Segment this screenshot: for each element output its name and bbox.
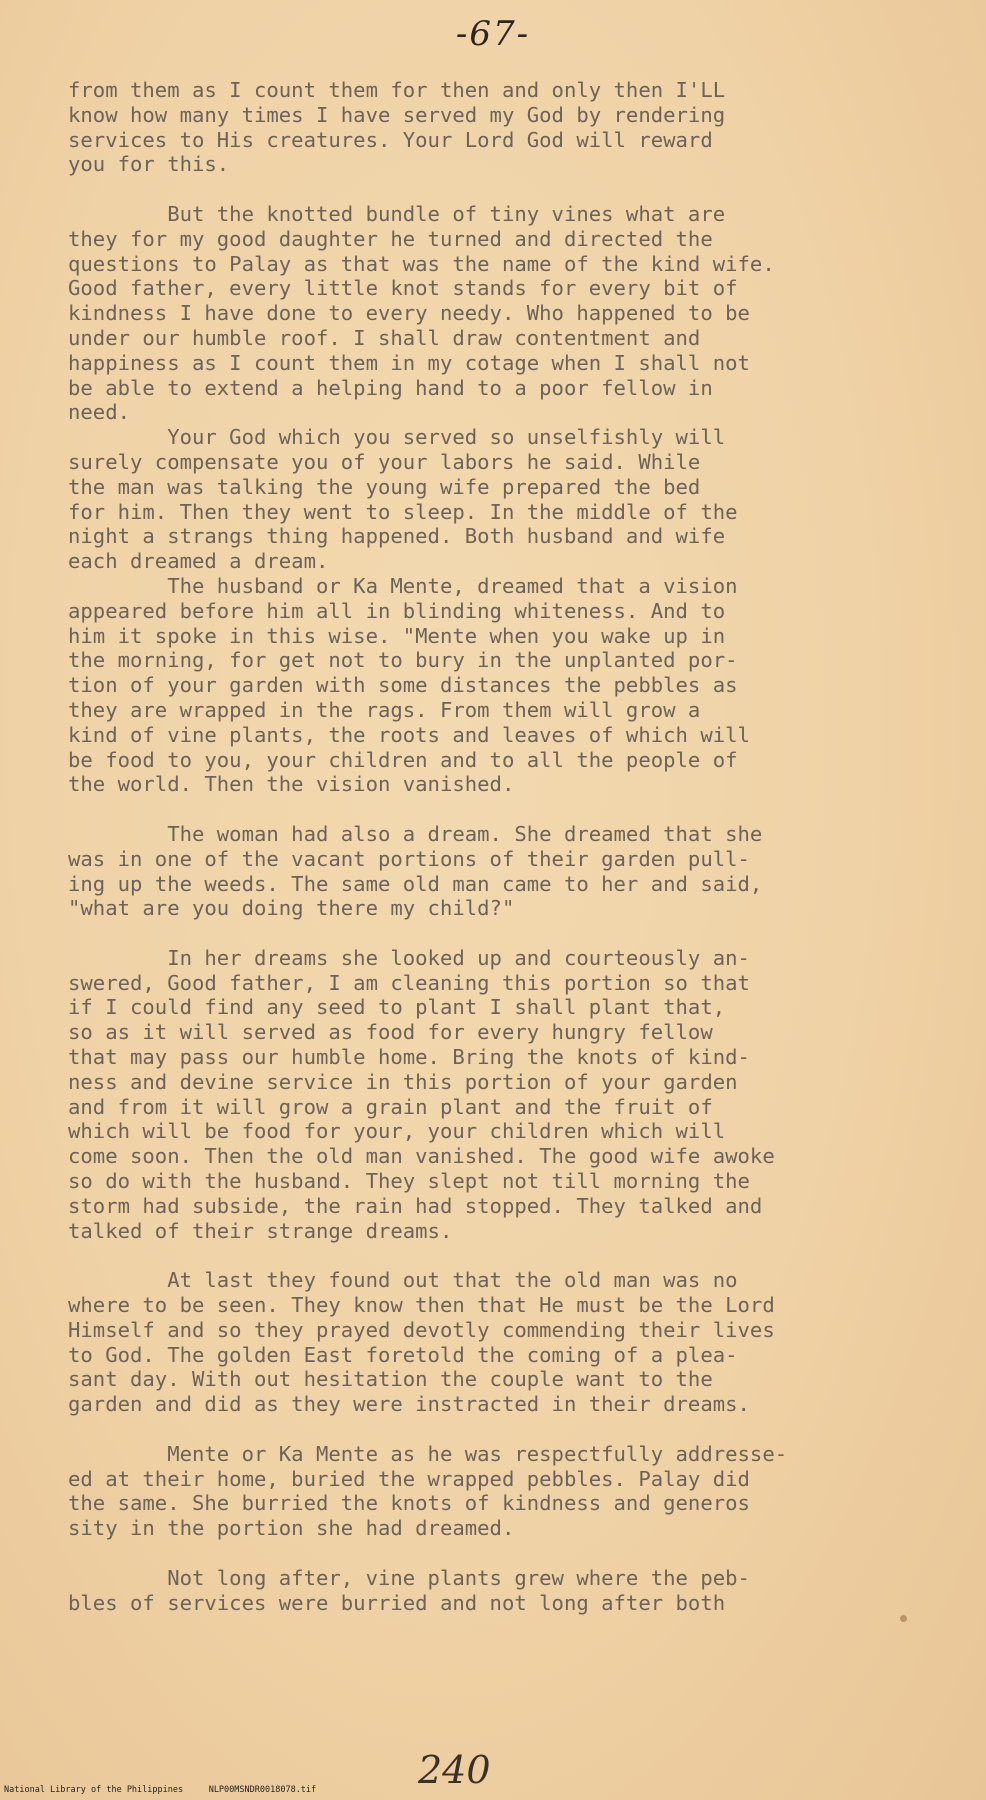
text-line: was in one of the vacant portions of their garden pull- [68,846,750,871]
page-number: -67- [455,14,531,54]
text-line: "what are you doing there my child?" [68,896,515,921]
text-line: from them as I count them for then and only then I'LL [68,78,726,102]
paragraph [68,1442,948,1541]
text-line: kindness I have done to every needy. Who happened to be [68,301,750,326]
handwritten-page-count: 240 [418,1748,491,1792]
text-line: The husband or Ka Mente, dreamed that a vision [68,573,738,598]
text-line: talked of their strange dreams. [68,1218,453,1243]
text-line: At last they found out that the old man was no [68,1268,738,1293]
text-line: him it spoke in this wise. "Mente when you wake up in [68,623,726,648]
ink-spot [900,1615,907,1622]
text-line: they for my good daughter he turned and directed the [68,226,713,251]
text-line: be food to you, your children and to all the people of [68,747,738,772]
text-line: The woman had also a dream. She dreamed that she [68,821,763,846]
typescript-body [68,78,948,1615]
text-line: ness and devine service in this portion of your garden [68,1069,738,1094]
text-line: be able to extend a helping hand to a poor fellow in [68,375,713,400]
text-line: surely compensate you of your labors he said. While [68,449,701,474]
text-line: garden and did as they were instracted in their dreams. [68,1392,750,1417]
text-line: the same. She burried the knots of kindness and generos [68,1491,750,1516]
text-line: you for this. [68,152,230,177]
text-line: sity in the portion she had dreamed. [68,1516,515,1541]
text-line: Himself and so they prayed devotly commending their lives [68,1317,775,1342]
text-line: and from it will grow a grain plant and the fruit of [68,1094,713,1119]
text-line: so do with the husband. They slept not till morning the [68,1169,750,1194]
text-line: so as it will served as food for every hungry fellow [68,1020,713,1045]
text-line: Good father, every little knot stands for every bit of [68,276,738,301]
text-line: under our humble roof. I shall draw contentment and [68,325,701,350]
paragraph [68,946,948,1244]
paragraph [68,1268,948,1417]
text-line: the man was talking the young wife prepared the bed [68,474,701,499]
text-line: the morning, for get not to bury in the unplanted por- [68,648,738,673]
text-line: questions to Palay as that was the name of the kind wife. [68,251,775,276]
text-line: that may pass our humble home. Bring the knots of kind- [68,1045,750,1070]
text-line: In her dreams she looked up and courteously an- [68,945,750,970]
text-line: sant day. With out hesitation the couple want to the [68,1367,713,1392]
text-line: ed at their home, buried the wrapped pebbles. Palay did [68,1466,750,1491]
paragraph [68,78,948,177]
text-line: Mente or Ka Mente as he was respectfully addresse- [68,1441,788,1466]
text-line: services to His creatures. Your Lord God will reward [68,127,713,152]
text-line: But the knotted bundle of tiny vines what are [68,201,726,226]
paragraph [68,202,948,425]
text-line: Not long after, vine plants grew where the peb- [68,1565,750,1590]
text-line: come soon. Then the old man vanished. The good wife awoke [68,1144,775,1169]
text-line: night a strangs thing happened. Both husband and wife [68,524,726,549]
text-line: for him. Then they went to sleep. In the middle of the [68,499,738,524]
text-line: to God. The golden East foretold the coming of a plea- [68,1342,738,1367]
paragraph [68,822,948,921]
text-line: tion of your garden with some distances the pebbles as [68,673,738,698]
text-line: happiness as I count them in my cotage when I shall not [68,350,750,375]
text-line: the world. Then the vision vanished. [68,772,515,797]
text-line: they are wrapped in the rags. From them will grow a [68,697,701,722]
text-line: know how many times I have served my God by rendering [68,102,726,127]
text-line: storm had subside, the rain had stopped. They talked and [68,1193,763,1218]
text-line: swered, Good father, I am cleaning this portion so that [68,970,750,995]
text-line: ing up the weeds. The same old man came to her and said, [68,871,763,896]
paragraph [68,1566,948,1616]
text-line: which will be food for your, your children which will [68,1119,726,1144]
text-line: each dreamed a dream. [68,549,329,574]
text-line: Your God which you served so unselfishly will [68,425,726,450]
text-line: kind of vine plants, the roots and leaves of which will [68,722,750,747]
paragraph [68,574,948,797]
text-line: need. [68,400,130,425]
text-line: if I could find any seed to plant I shall plant that, [68,995,726,1020]
text-line: where to be seen. They know then that He must be the Lord [68,1293,775,1318]
text-line: appeared before him all in blinding whiteness. And to [68,598,726,623]
paragraph [68,425,948,574]
archive-footer: National Library of the Philippines NLP00MSNDR0018078.tif [4,1785,317,1795]
text-line: bles of services were burried and not long after both [68,1590,726,1615]
